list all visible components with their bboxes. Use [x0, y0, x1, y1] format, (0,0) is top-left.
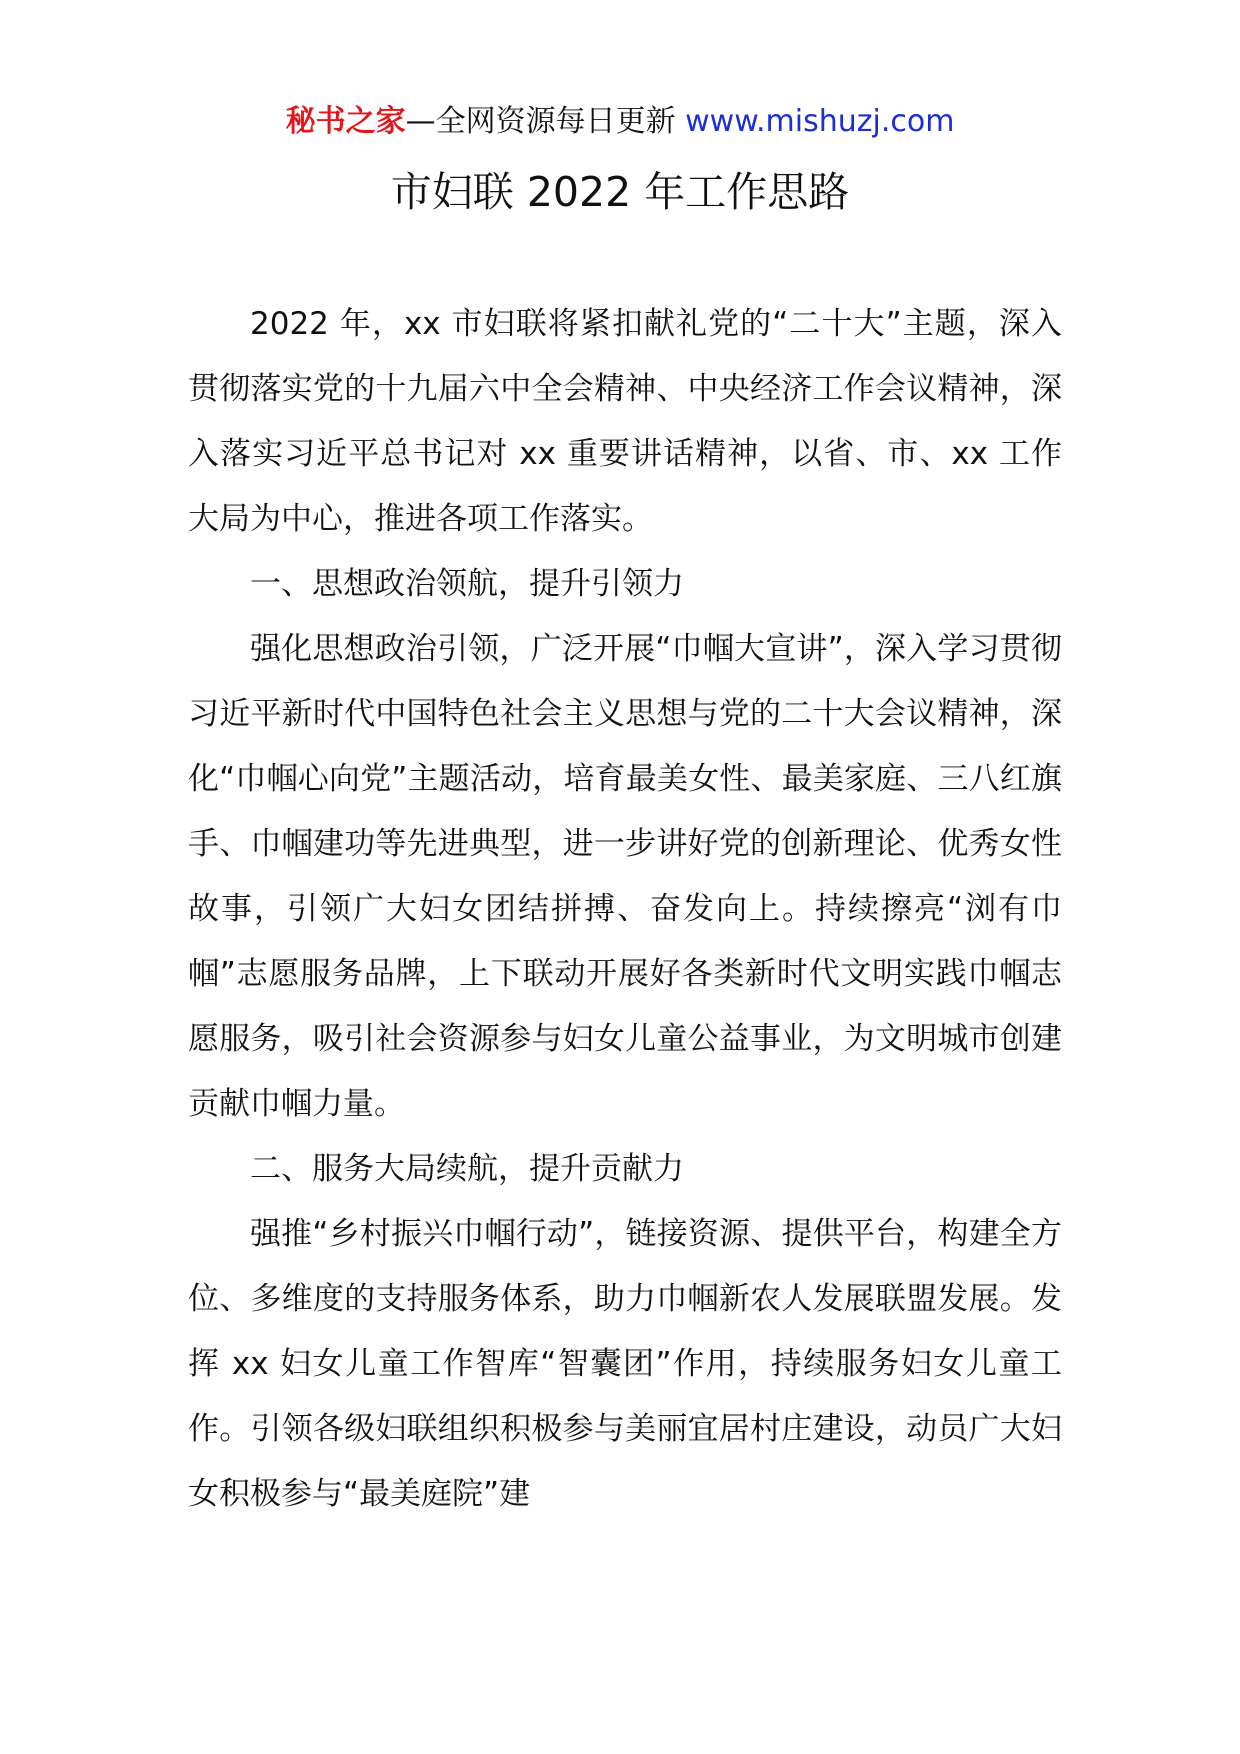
- site-url[interactable]: www.mishuzj.com: [685, 104, 955, 139]
- document-title: 市妇联 2022 年工作思路: [390, 168, 850, 216]
- section-heading-1: 一、思想政治领航，提升引领力: [250, 566, 684, 602]
- section-paragraph-1: 强化思想政治引领，广泛开展“巾帼大宣讲”，深入学习贯彻习近平新时代中国特色社会主义思想与党的二十大会议精神，深化“巾帼心向党”主题活动，培育最美女性、最美家庭、三八红旗手、巾帼建功等先进典型，进一步讲好党的创新理论、优秀女性故事，引领广大妇女团结拼搏、奋发向上。持续擦亮“浏有巾帼”志愿服务品牌，上下联动开展好各类新时代文明实践巾帼志愿服务，吸引社会资源参与妇女儿童公益事业，为文明城市创建贡献巾帼力量。: [188, 631, 1062, 1122]
- document-body: [188, 292, 1062, 1527]
- site-brand: 秘书之家: [285, 104, 406, 139]
- site-slogan: —全网资源每日更新: [405, 104, 686, 139]
- intro-paragraph: 2022 年，xx 市妇联将紧扣献礼党的“二十大”主题，深入贯彻落实党的十九届六中全会精神、中央经济工作会议精神，深入落实习近平总书记对 xx 重要讲话精神，以省、市、xx 工作大局为中心，推进各项工作落实。: [188, 306, 1062, 537]
- site-header: [0, 100, 1240, 144]
- section-paragraph-2: 强推“乡村振兴巾帼行动”，链接资源、提供平台，构建全方位、多维度的支持服务体系，助力巾帼新农人发展联盟发展。发挥 xx 妇女儿童工作智库“智囊团”作用，持续服务妇女儿童工作。引领各级妇联组织积极参与美丽宜居村庄建设，动员广大妇女积极参与“最美庭院”建: [188, 1216, 1062, 1512]
- section-heading-2: 二、服务大局续航，提升贡献力: [250, 1151, 684, 1187]
